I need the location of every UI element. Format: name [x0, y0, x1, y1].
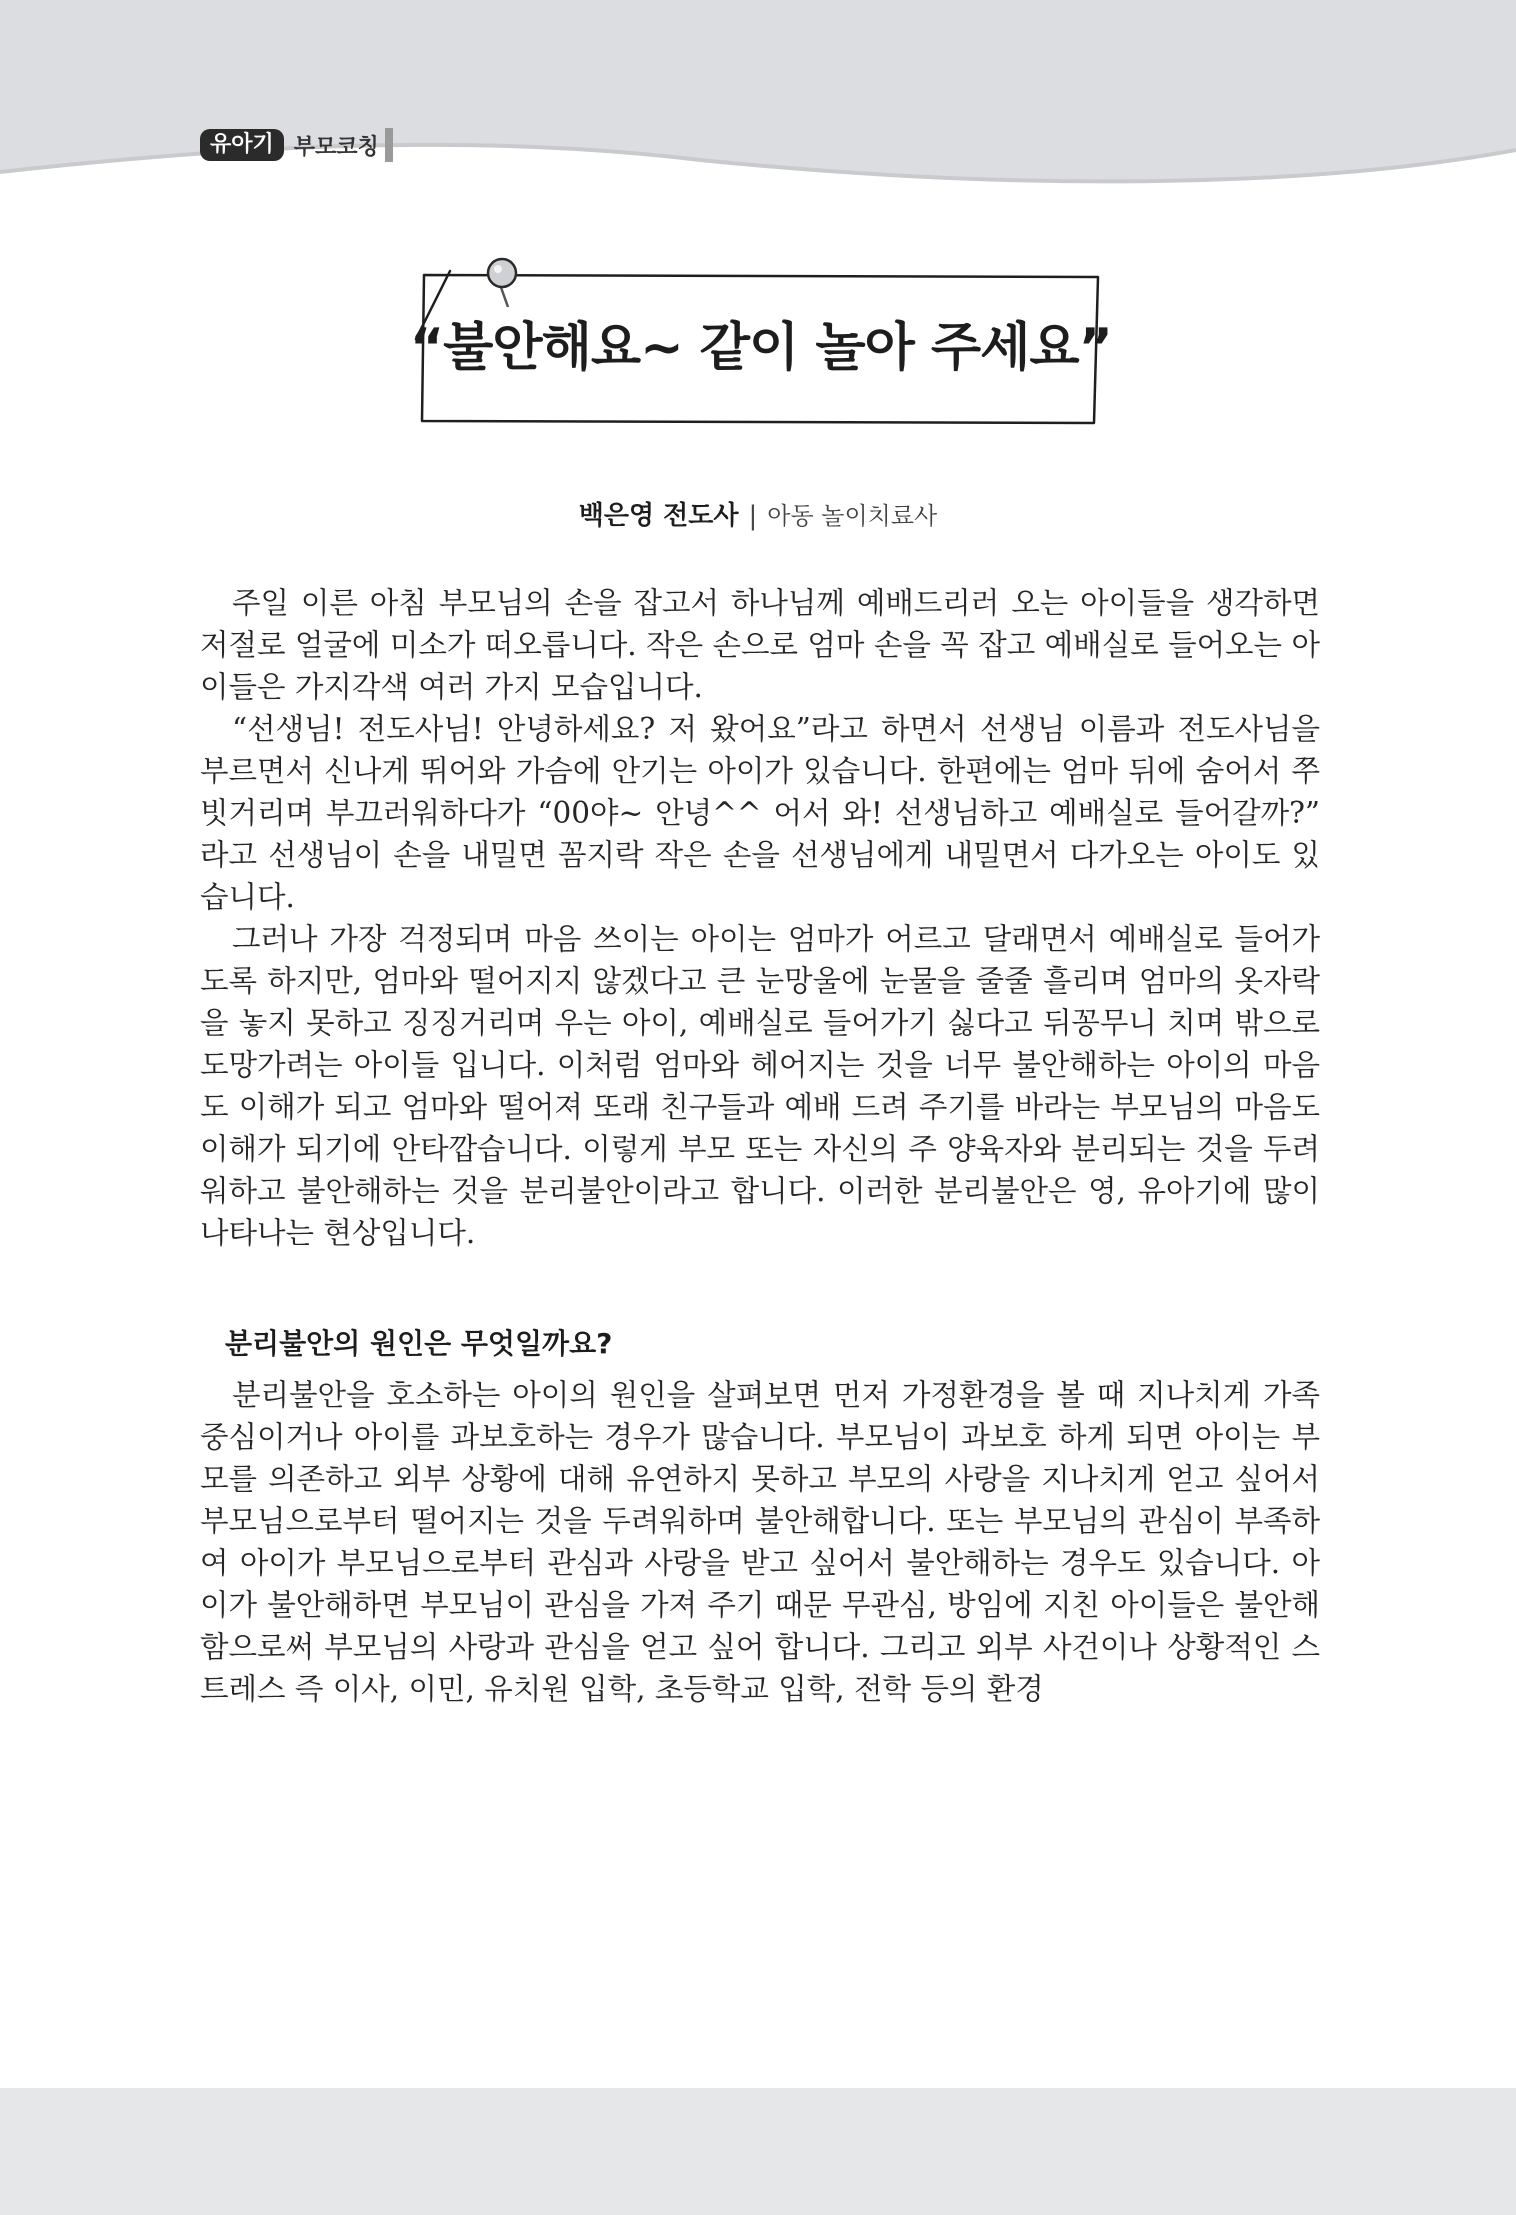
title-card: [410, 255, 1110, 430]
section-tag-label: 유아기: [200, 129, 284, 161]
byline-separator: |: [748, 501, 758, 531]
author-role: 아동 놀이치료사: [767, 502, 938, 530]
author-name: 백은영 전도사: [578, 501, 739, 531]
paragraph: 주일 이른 아침 부모님의 손을 잡고서 하나님께 예배드리러 오는 아이들을 생각하면 저절로 얼굴에 미소가 떠오릅니다. 작은 손으로 엄마 손을 꼭 잡고 예배실로 들어오는 아이들은 가지각색 여러 가지 모습입니다.: [200, 586, 1320, 704]
paragraph: 그러나 가장 걱정되며 마음 쓰이는 아이는 엄마가 어르고 달래면서 예배실로 들어가도록 하지만, 엄마와 떨어지지 않겠다고 큰 눈망울에 눈물을 줄줄 흘리며 엄마의 옷자락을 놓지 못하고 징징거리며 우는 아이, 예배실로 들어가기 싫다고 뒤꽁무니 치며 밖으로 도망가려는 아이들 입니다. 이처럼 엄마와 헤어지는 것을 너무 불안해하는 아이의 마음도 이해가 되고 엄마와 떨어져 또래 친구들과 예배 드려 주기를 바라는 부모님의 마음도 이해가 되기에 안타깝습니다. 이렇게 부모 또는 자신의 주 양육자와 분리되는 것을 두려워하고 불안해하는 것을 분리불안이라고 합니다. 이러한 분리불안은 영, 유아기에 많이 나타나는 현상입니다.: [200, 922, 1320, 1250]
section-tag: [200, 127, 393, 163]
footer-band: [0, 2088, 1516, 2215]
section-tag-subtitle: 부모코칭: [293, 134, 379, 160]
byline: [0, 495, 1516, 532]
article-body: [200, 582, 1320, 1710]
section-heading: 분리불안의 원인은 무엇일까요?: [225, 1327, 613, 1360]
paragraph: “선생님! 전도사님! 안녕하세요? 저 왔어요”라고 하면서 선생님 이름과 전도사님을 부르면서 신나게 뛰어와 가슴에 안기는 아이가 있습니다. 한편에는 엄마 뒤에 숨어서 쭈빗거리며 부끄러워하다가 “00야~ 안녕^^ 어서 와! 선생님하고 예배실로 들어갈까?” 라고 선생님이 손을 내밀면 꼼지락 작은 손을 선생님에게 내밀면서 다가오는 아이도 있습니다.: [200, 712, 1320, 914]
section-tag-bar: [385, 128, 393, 162]
paragraph: 분리불안을 호소하는 아이의 원인을 살펴보면 먼저 가정환경을 볼 때 지나치게 가족 중심이거나 아이를 과보호하는 경우가 많습니다. 부모님이 과보호 하게 되면 아이는 부모를 의존하고 외부 상황에 대해 유연하지 못하고 부모의 사랑을 지나치게 얻고 싶어서 부모님으로부터 떨어지는 것을 두려워하며 불안해합니다. 또는 부모님의 관심이 부족하여 아이가 부모님으로부터 관심과 사랑을 받고 싶어서 불안해하는 경우도 있습니다. 아이가 불안해하면 부모님이 관심을 가져 주기 때문 무관심, 방임에 지친 아이들은 불안해함으로써 부모님의 사랑과 관심을 얻고 싶어 합니다. 그리고 외부 사건이나 상황적인 스트레스 즉 이사, 이민, 유치원 입학, 초등학교 입학, 전학 등의 환경: [200, 1378, 1320, 1706]
page-title: “불안해요~ 같이 놀아 주세요”: [410, 318, 1112, 378]
